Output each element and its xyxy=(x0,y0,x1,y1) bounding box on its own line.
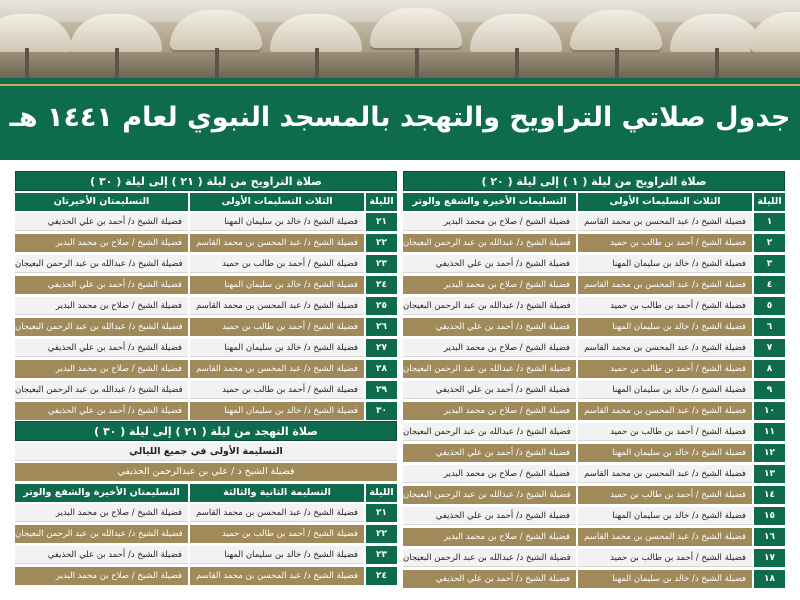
imam-last: فضيلة الشيخ د/ عبدالله بن عبد الرحمن البعيجان xyxy=(403,360,576,378)
imam-first: فضيلة الشيخ د/ خالد بن سليمان المهنا xyxy=(578,255,752,273)
night-number: ٦ xyxy=(754,318,785,336)
night-number: ٢٥ xyxy=(366,297,397,315)
imam-first: فضيلة الشيخ د/ عبد المحسن بن محمد القاسم xyxy=(190,297,364,315)
imam-first: فضيلة الشيخ د/ عبد المحسن بن محمد القاسم xyxy=(578,339,752,357)
imam-first: فضيلة الشيخ د/ عبد المحسن بن محمد القاسم xyxy=(578,402,752,420)
right-col-first: الثلاث التسليمات الأولى xyxy=(578,193,752,211)
imam-last: فضيلة الشيخ د/ أحمد بن علي الحذيفي xyxy=(403,444,576,462)
imam-first: فضيلة الشيخ / أحمد بن طالب بن حميد xyxy=(578,360,752,378)
night-number: ١١ xyxy=(754,423,785,441)
imam-last: فضيلة الشيخ د/ أحمد بن علي الحذيفي xyxy=(15,402,188,420)
courtyard xyxy=(0,52,800,78)
night-number: ١٠ xyxy=(754,402,785,420)
night-number: ٢٩ xyxy=(366,381,397,399)
night-number: ٢٣ xyxy=(366,255,397,273)
night-number: ٩ xyxy=(754,381,785,399)
imam-first: فضيلة الشيخ د/ خالد بن سليمان المهنا xyxy=(578,507,752,525)
imam-first: فضيلة الشيخ د/ خالد بن سليمان المهنا xyxy=(578,318,752,336)
night-number: ١٣ xyxy=(754,465,785,483)
imam-first: فضيلة الشيخ د/ عبد المحسن بن محمد القاسم xyxy=(578,213,752,231)
imam-first: فضيلة الشيخ / أحمد بن طالب بن حميد xyxy=(578,486,752,504)
imam-first: فضيلة الشيخ د/ عبد المحسن بن محمد القاسم xyxy=(578,528,752,546)
imam-last: فضيلة الشيخ / صلاح بن محمد البدير xyxy=(403,339,576,357)
imam-first: فضيلة الشيخ / أحمد بن طالب بن حميد xyxy=(578,423,752,441)
umbrella-pole xyxy=(315,48,319,78)
imam-first: فضيلة الشيخ د/ خالد بن سليمان المهنا xyxy=(190,546,364,564)
right-col-last: التسليمات الأخيرة والشفع والوتر xyxy=(403,193,576,211)
imam-last: فضيلة الشيخ / صلاح بن محمد البدير xyxy=(403,402,576,420)
imam-last: فضيلة الشيخ / صلاح بن محمد البدير xyxy=(403,276,576,294)
imam-last: فضيلة الشيخ د/ أحمد بن علي الحذيفي xyxy=(403,507,576,525)
imam-last: فضيلة الشيخ د/ أحمد بن علي الحذيفي xyxy=(403,318,576,336)
imam-last: فضيلة الشيخ د/ أحمد بن علي الحذيفي xyxy=(403,570,576,588)
night-number: ١٥ xyxy=(754,507,785,525)
night-number: ٣٠ xyxy=(366,402,397,420)
imam-last: فضيلة الشيخ د/ عبدالله بن عبد الرحمن البعيجان xyxy=(15,255,188,273)
night-number: ٢٤ xyxy=(366,276,397,294)
night-number: ٤ xyxy=(754,276,785,294)
night-number: ٢٤ xyxy=(366,567,397,585)
imam-first: فضيلة الشيخ / أحمد بن طالب بن حميد xyxy=(578,549,752,567)
imam-last: فضيلة الشيخ د/ أحمد بن علي الحذيفي xyxy=(15,546,188,564)
imam-first: فضيلة الشيخ د/ خالد بن سليمان المهنا xyxy=(190,339,364,357)
imam-last: فضيلة الشيخ / صلاح بن محمد البدير xyxy=(15,504,188,522)
night-number: ١٦ xyxy=(754,528,785,546)
night-number: ١٨ xyxy=(754,570,785,588)
right-col-night: الليلة xyxy=(754,193,785,211)
left-top-table-header: صلاة التراويح من ليلة ( ٢١ ) إلى ليلة ( ٣٠ ) xyxy=(15,171,397,191)
night-number: ١٢ xyxy=(754,444,785,462)
left-bottom-col-last: التسليمتان الأخيرة والشفع والوتر xyxy=(15,484,188,502)
night-number: ٣ xyxy=(754,255,785,273)
imam-last: فضيلة الشيخ د/ عبدالله بن عبد الرحمن البعيجان xyxy=(403,486,576,504)
imam-last: فضيلة الشيخ د/ أحمد بن علي الحذيفي xyxy=(15,213,188,231)
night-number: ٢٨ xyxy=(366,360,397,378)
night-number: ٢٢ xyxy=(366,234,397,252)
night-number: ١٤ xyxy=(754,486,785,504)
imam-last: فضيلة الشيخ د/ أحمد بن علي الحذيفي xyxy=(15,276,188,294)
imam-first: فضيلة الشيخ / أحمد بن طالب بن حميد xyxy=(578,297,752,315)
imam-last: فضيلة الشيخ د/ عبدالله بن عبد الرحمن البعيجان xyxy=(15,318,188,336)
imam-first: فضيلة الشيخ / أحمد بن طالب بن حميد xyxy=(190,255,364,273)
umbrella-pole xyxy=(515,48,519,78)
imam-first: فضيلة الشيخ د/ خالد بن سليمان المهنا xyxy=(578,381,752,399)
night-number: ٢ xyxy=(754,234,785,252)
imam-first: فضيلة الشيخ / أحمد بن طالب بن حميد xyxy=(190,381,364,399)
imam-first: فضيلة الشيخ د/ خالد بن سليمان المهنا xyxy=(578,570,752,588)
title-banner xyxy=(0,78,800,160)
left-top-col-first: الثلاث التسليمات الأولى xyxy=(190,193,364,211)
imam-first: فضيلة الشيخ د/ عبد المحسن بن محمد القاسم xyxy=(578,465,752,483)
imam-first: فضيلة الشيخ / أحمد بن طالب بن حميد xyxy=(190,525,364,543)
imam-first: فضيلة الشيخ د/ خالد بن سليمان المهنا xyxy=(578,444,752,462)
night-number: ٢٣ xyxy=(366,546,397,564)
tahajjud-first-label: التسليمة الأولى في جميع الليالي xyxy=(15,443,397,461)
night-number: ٧ xyxy=(754,339,785,357)
gold-divider xyxy=(0,84,800,86)
imam-last: فضيلة الشيخ / صلاح بن محمد البدير xyxy=(15,234,188,252)
right-table-header: صلاة التراويح من ليلة ( ١ ) إلى ليلة ( ٢٠ ) xyxy=(403,171,785,191)
umbrella-pole xyxy=(215,48,219,78)
night-number: ٢١ xyxy=(366,213,397,231)
left-top-col-night: الليلة xyxy=(366,193,397,211)
imam-last: فضيلة الشيخ د/ عبدالله بن عبد الرحمن البعيجان xyxy=(403,423,576,441)
imam-first: فضيلة الشيخ / أحمد بن طالب بن حميد xyxy=(190,318,364,336)
tahajjud-first-imam: فضيلة الشيخ د / علي بن عبدالرحمن الحذيفي xyxy=(15,463,397,481)
night-number: ٨ xyxy=(754,360,785,378)
umbrella-pole xyxy=(25,48,29,78)
imam-last: فضيلة الشيخ / صلاح بن محمد البدير xyxy=(15,360,188,378)
night-number: ٢٧ xyxy=(366,339,397,357)
imam-first: فضيلة الشيخ / أحمد بن طالب بن حميد xyxy=(578,234,752,252)
imam-first: فضيلة الشيخ د/ عبد المحسن بن محمد القاسم xyxy=(190,567,364,585)
page-title: جدول صلاتي التراويح والتهجد بالمسجد النبوي لعام ١٤٤١ هـ xyxy=(9,102,791,133)
imam-first: فضيلة الشيخ د/ خالد بن سليمان المهنا xyxy=(190,213,364,231)
imam-last: فضيلة الشيخ د/ عبدالله بن عبد الرحمن البعيجان xyxy=(15,381,188,399)
imam-last: فضيلة الشيخ / صلاح بن محمد البدير xyxy=(403,465,576,483)
imam-last: فضيلة الشيخ د/ عبدالله بن عبد الرحمن البعيجان xyxy=(403,549,576,567)
imam-last: فضيلة الشيخ د/ عبدالله بن عبد الرحمن البعيجان xyxy=(15,525,188,543)
imam-first: فضيلة الشيخ د/ خالد بن سليمان المهنا xyxy=(190,402,364,420)
imam-last: فضيلة الشيخ د/ أحمد بن علي الحذيفي xyxy=(403,255,576,273)
imam-first: فضيلة الشيخ د/ خالد بن سليمان المهنا xyxy=(190,276,364,294)
left-top-col-last: التسليمتان الأخيرتان xyxy=(15,193,188,211)
night-number: ٢١ xyxy=(366,504,397,522)
imam-last: فضيلة الشيخ / صلاح بن محمد البدير xyxy=(403,213,576,231)
imam-last: فضيلة الشيخ د/ أحمد بن علي الحذيفي xyxy=(15,339,188,357)
night-number: ١ xyxy=(754,213,785,231)
imam-last: فضيلة الشيخ / صلاح بن محمد البدير xyxy=(403,528,576,546)
imam-last: فضيلة الشيخ د/ عبدالله بن عبد الرحمن البعيجان xyxy=(403,297,576,315)
night-number: ٢٢ xyxy=(366,525,397,543)
night-number: ٢٦ xyxy=(366,318,397,336)
imam-first: فضيلة الشيخ د/ عبد المحسن بن محمد القاسم xyxy=(190,234,364,252)
umbrella-pole xyxy=(115,48,119,78)
imam-first: فضيلة الشيخ د/ عبد المحسن بن محمد القاسم xyxy=(190,504,364,522)
umbrella-pole xyxy=(415,48,419,78)
header-photo xyxy=(0,0,800,78)
night-number: ١٧ xyxy=(754,549,785,567)
umbrella-pole xyxy=(615,48,619,78)
umbrella-pole xyxy=(715,48,719,78)
left-bottom-col-first: التسليمة الثانية والثالثة xyxy=(190,484,364,502)
imam-first: فضيلة الشيخ د/ عبد المحسن بن محمد القاسم xyxy=(578,276,752,294)
left-bottom-col-night: الليلة xyxy=(366,484,397,502)
imam-last: فضيلة الشيخ د/ عبدالله بن عبد الرحمن البعيجان xyxy=(403,234,576,252)
imam-last: فضيلة الشيخ / صلاح بن محمد البدير xyxy=(15,567,188,585)
imam-last: فضيلة الشيخ د/ أحمد بن علي الحذيفي xyxy=(403,381,576,399)
night-number: ٥ xyxy=(754,297,785,315)
imam-last: فضيلة الشيخ / صلاح بن محمد البدير xyxy=(15,297,188,315)
left-bottom-table-header: صلاة التهجد من ليلة ( ٢١ ) إلى ليلة ( ٣٠ ) xyxy=(15,421,397,441)
imam-first: فضيلة الشيخ د/ عبد المحسن بن محمد القاسم xyxy=(190,360,364,378)
